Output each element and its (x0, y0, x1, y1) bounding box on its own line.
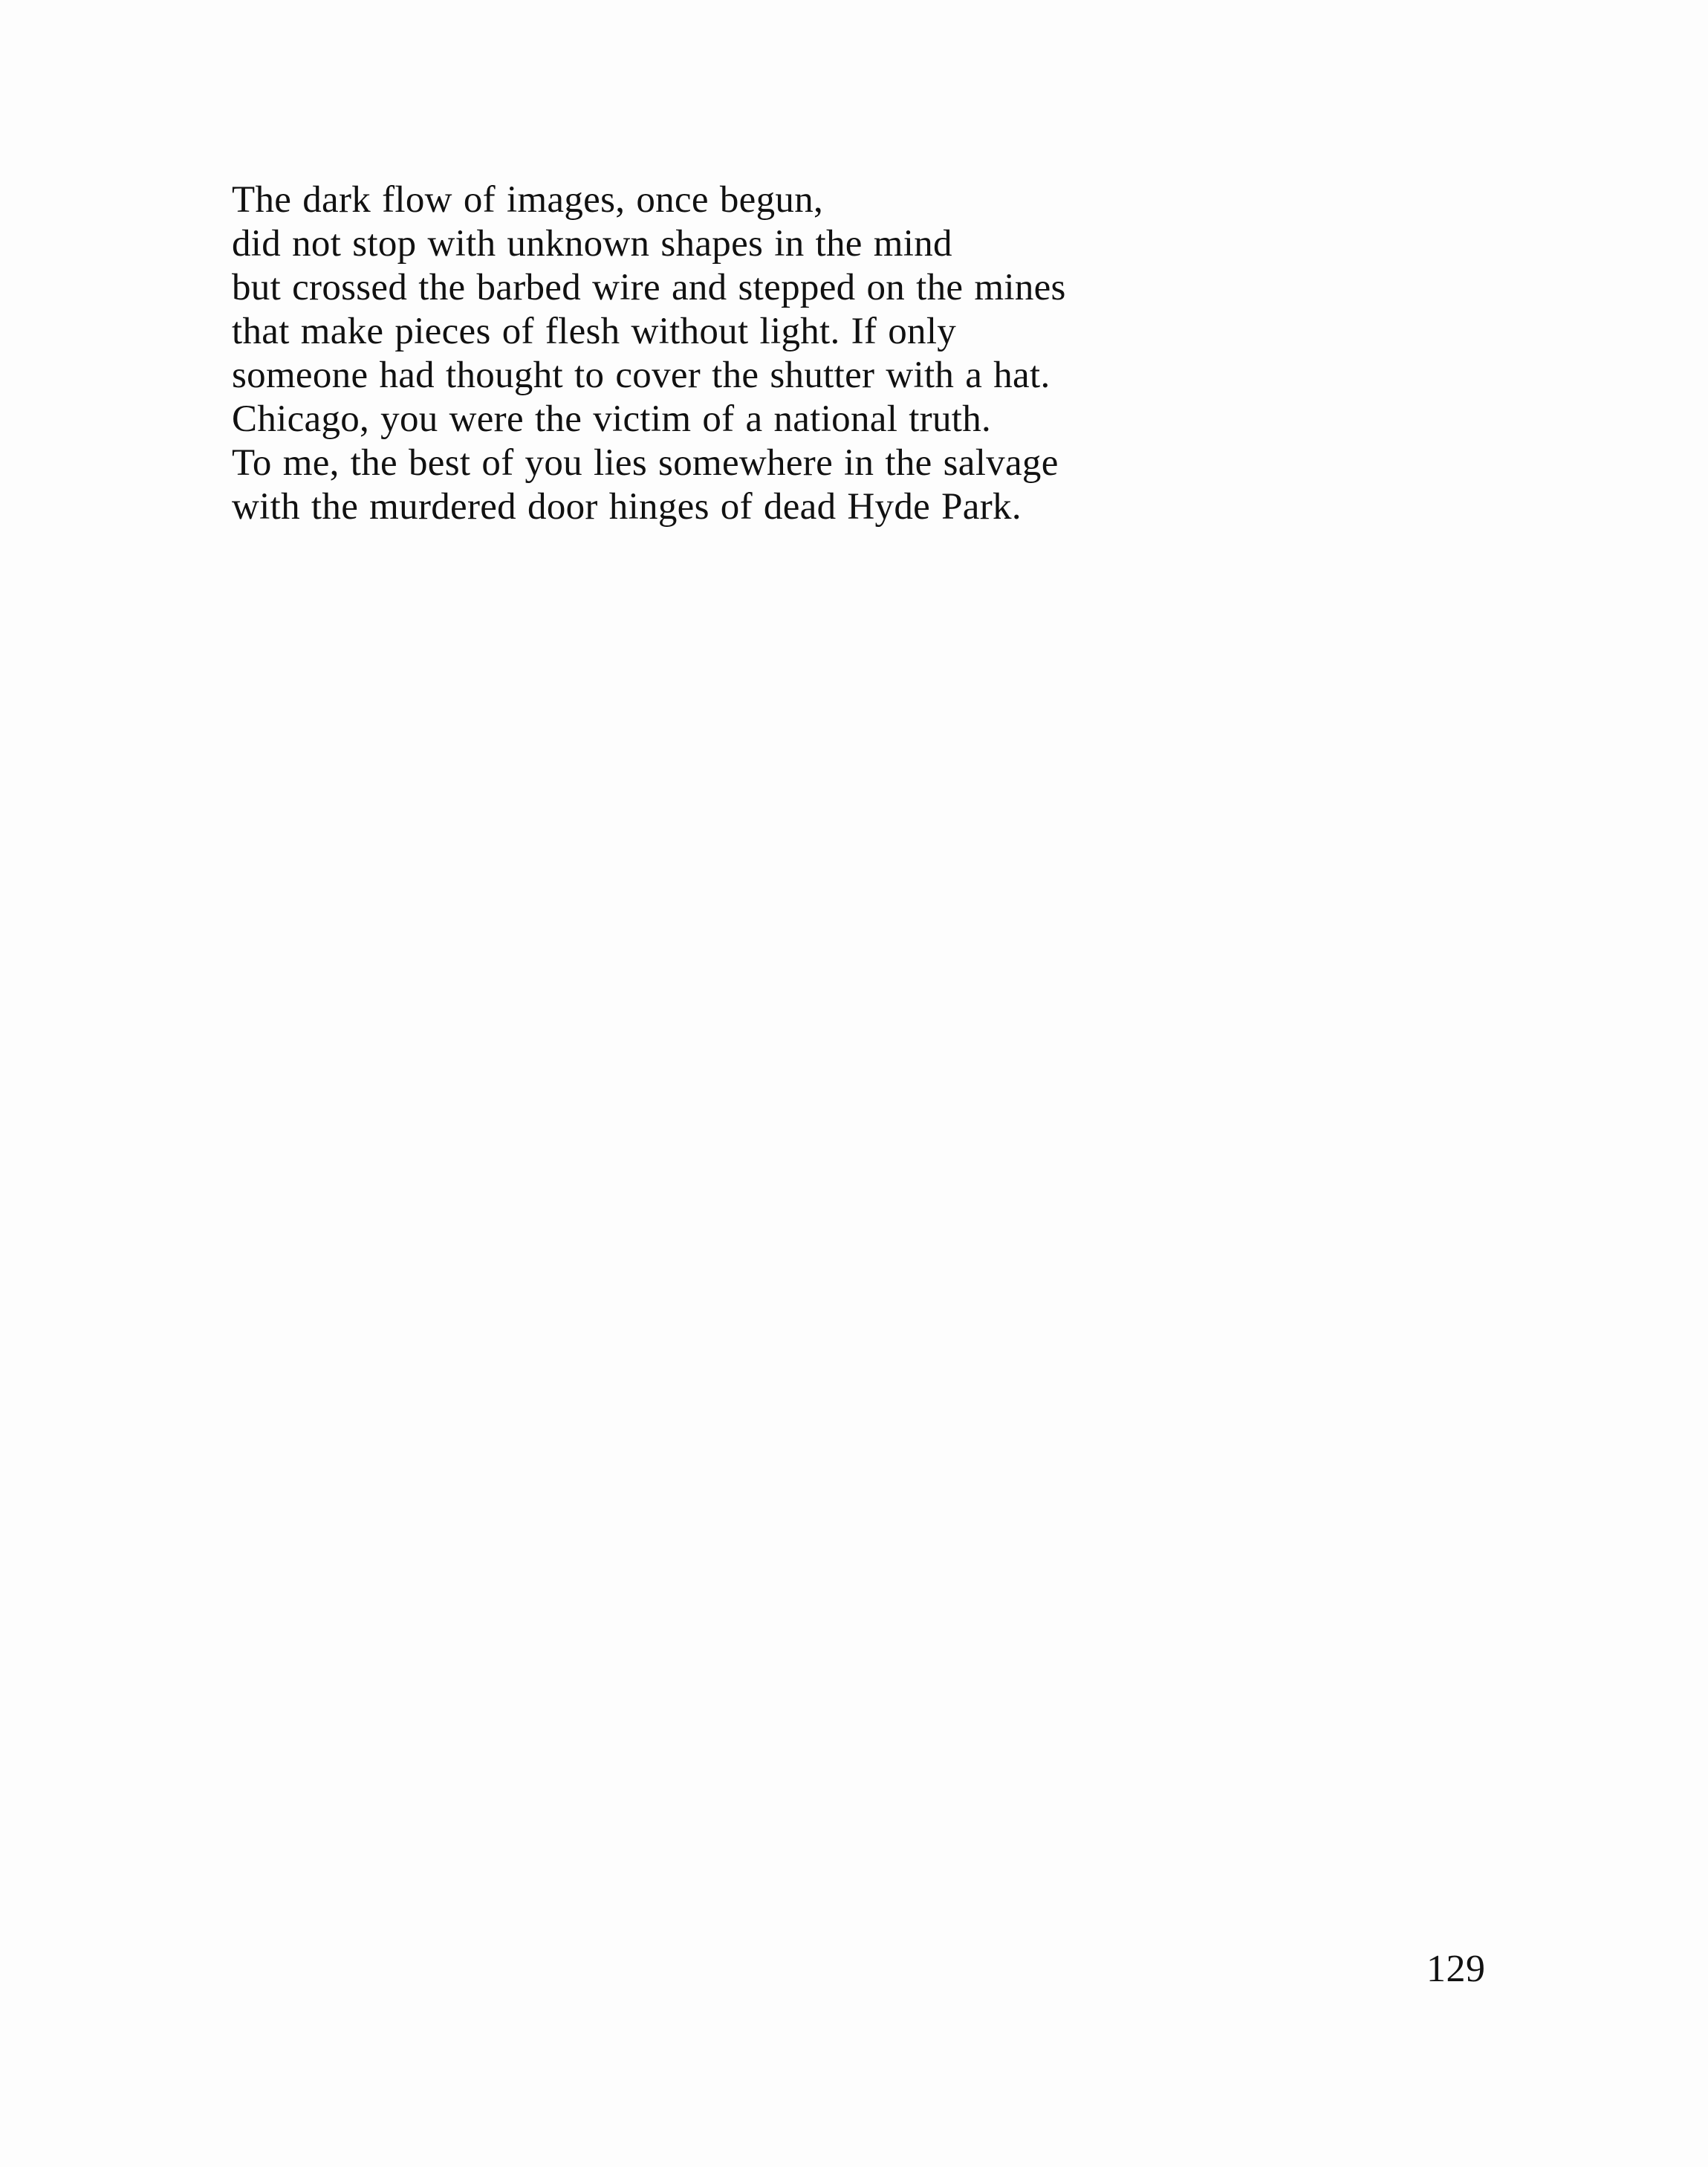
page-number: 129 (1426, 1948, 1486, 1990)
poem-line: that make pieces of flesh without light. If only (232, 311, 957, 352)
poem-line: with the murdered door hinges of dead Hyde Park. (232, 486, 1022, 528)
poem-line: To me, the best of you lies somewhere in the salvage (232, 442, 1059, 484)
poem-line: did not stop with unknown shapes in the mind (232, 223, 952, 265)
poem-line: someone had thought to cover the shutter with a hat. (232, 354, 1051, 396)
poem-text (232, 178, 1420, 529)
poem-line: The dark flow of images, once begun, (232, 179, 824, 221)
poem-line: but crossed the barbed wire and stepped on the mines (232, 267, 1066, 308)
poem-line: Chicago, you were the victim of a national truth. (232, 398, 992, 440)
